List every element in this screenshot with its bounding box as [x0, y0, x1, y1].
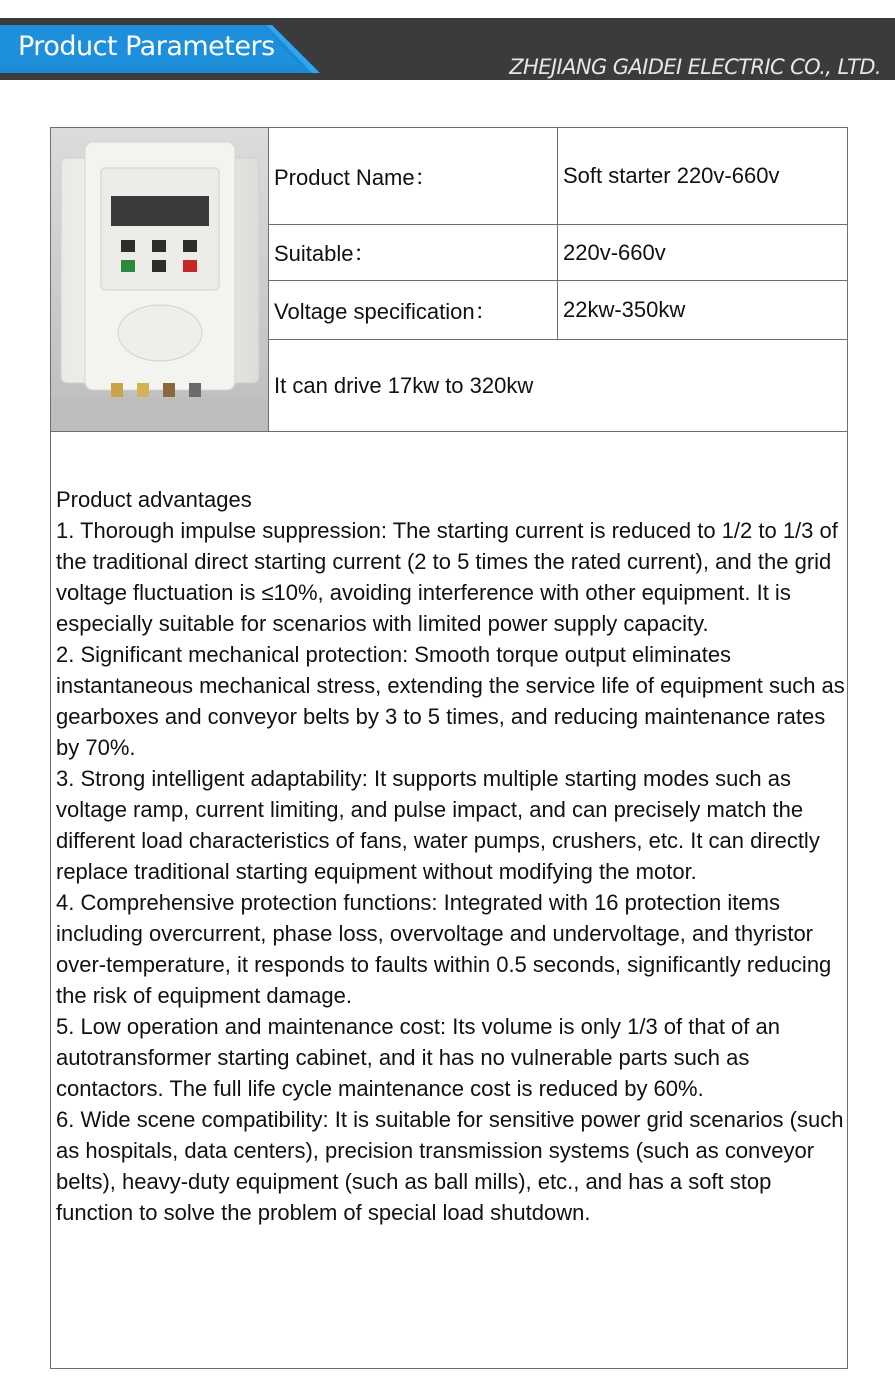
advantages-heading: Product advantages [56, 487, 252, 512]
spec-label: Voltage specification： [274, 298, 497, 324]
advantage-item: 4. Comprehensive protection functions: Integrated with 16 protection items including overcurrent, phase loss, overvoltage and undervoltage, and thyristor over-temperature, it responds to faults within 0.5 seconds, significantly reducing the risk of equipment damage. [56, 890, 832, 1008]
advantage-item: 1. Thorough impulse suppression: The starting current is reduced to 1/2 to 1/3 of the traditional direct starting current (2 to 5 times the rated current), and the grid voltage fluctuation is ≤10%, avoiding interference with other equipment. It is especially suitable for scenarios with limited power supply capacity. [56, 518, 838, 636]
advantage-item: 2. Significant mechanical protection: Smooth torque output eliminates instantaneous mechanical stress, extending the service life of equipment such as gearboxes and conveyor belts by 3 to 5 times, and reducing maintenance rates by 70%. [56, 642, 845, 760]
product-parameters-table [50, 127, 848, 1369]
product-advantages [56, 484, 846, 1228]
spec-label: Product Name： [274, 164, 437, 190]
spec-row-drive-note [269, 340, 847, 431]
spec-row-product-name [269, 128, 847, 225]
drive-note: It can drive 17kw to 320kw [274, 372, 534, 398]
spec-value: Soft starter 220v-660v [557, 128, 847, 224]
advantage-item: 3. Strong intelligent adaptability: It supports multiple starting modes such as voltage ramp, current limiting, and pulse impact, and can precisely match the different load characteristics of fans, water pumps, crushers, etc. It can directly replace traditional starting equipment without modifying the motor. [56, 766, 820, 884]
spec-grid [51, 128, 847, 432]
spec-label: Suitable： [274, 241, 376, 266]
spec-row-voltage [269, 281, 847, 340]
page-title: Product Parameters [18, 31, 275, 62]
soft-starter-image-icon [51, 128, 269, 431]
title-tab [0, 25, 320, 73]
advantage-item: 6. Wide scene compatibility: It is suitable for sensitive power grid scenarios (such as hospitals, data centers), precision transmission systems (such as conveyor belts), heavy-duty equipment (such as ball mills), etc., and has a soft stop function to solve the problem of special load shutdown. [56, 1107, 844, 1225]
advantage-item: 5. Low operation and maintenance cost: Its volume is only 1/3 of that of an autotransformer starting cabinet, and it has no vulnerable parts such as contactors. The full life cycle maintenance cost is reduced by 60%. [56, 1014, 780, 1101]
product-photo [51, 128, 269, 431]
company-name: ZHEJIANG GAIDEI ELECTRIC CO., LTD. [509, 55, 881, 79]
spec-value: 220v-660v [557, 225, 847, 280]
spec-row-suitable [269, 225, 847, 281]
spec-value: 22kw-350kw [557, 281, 847, 339]
